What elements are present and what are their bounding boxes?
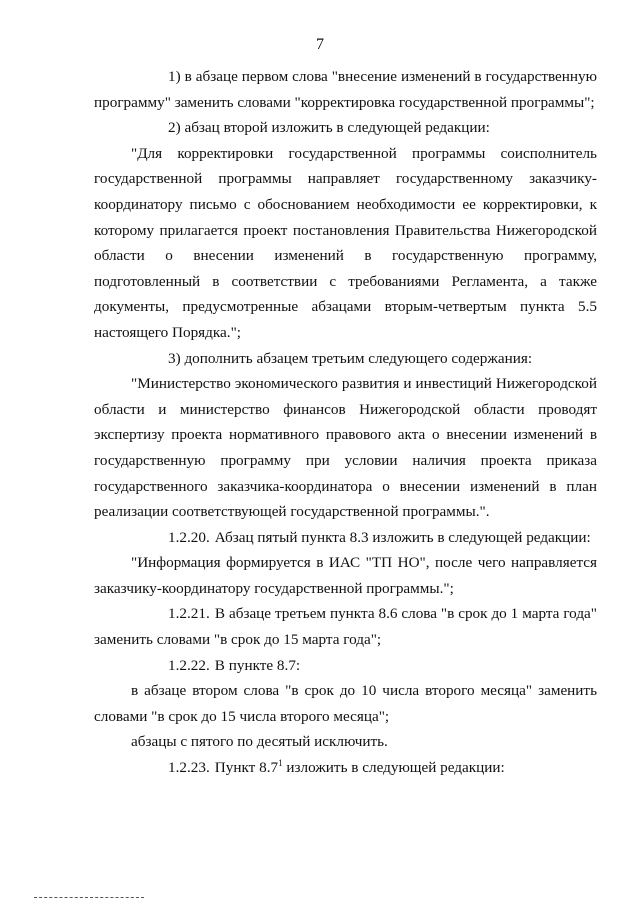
plain-paragraph bbox=[94, 678, 597, 729]
paragraph-text: В пункте 8.7: bbox=[214, 656, 301, 674]
paragraph-text: Абзац пятый пункта 8.3 изложить в следующей редакции: bbox=[214, 528, 591, 546]
paragraph-text: В абзаце третьем пункта 8.6 слова "в срок до 1 марта года" заменить словами "в срок до 15 марта года"; bbox=[94, 605, 598, 649]
item-number: 1.2.23. bbox=[168, 759, 210, 777]
paragraph-item-1 bbox=[94, 64, 597, 115]
paragraph-text: "Министерство экономического развития и инвестиций Нижегородской области и министерство финансов Нижегородской области проводят экспертизу проекта нормативного правового акта о внесении изменений в государственную программу при условии наличия проекта приказа государственного заказчика-координатора о внесении изменений в план реализации соответствующей государственной программы.". bbox=[94, 375, 597, 521]
quoted-paragraph bbox=[94, 550, 597, 601]
paragraph-text: "Информация формируется в ИАС "ТП НО", после чего направляется заказчику-координатору государственной программы."; bbox=[94, 554, 597, 597]
item-number: 3) bbox=[168, 349, 181, 367]
document-body bbox=[94, 64, 597, 781]
paragraph-item-3 bbox=[94, 346, 597, 372]
paragraph-text: в абзаце первом слова "внесение изменений в государственную программу" заменить словами "корректировка государственной программы"; bbox=[94, 68, 597, 111]
item-number: 1.2.20. bbox=[168, 528, 210, 546]
paragraph-text: абзацы с пятого по десятый исключить. bbox=[131, 733, 388, 751]
quoted-paragraph bbox=[94, 141, 597, 346]
superscript-number: 1 bbox=[278, 758, 283, 769]
paragraph-text: дополнить абзацем третьим следующего содержания: bbox=[184, 349, 533, 367]
item-number: 1) bbox=[168, 68, 181, 85]
quoted-paragraph bbox=[94, 371, 597, 525]
paragraph-1-2-22 bbox=[94, 653, 597, 679]
paragraph-text: абзац второй изложить в следующей редакции: bbox=[184, 119, 490, 137]
item-number: 1.2.22. bbox=[168, 656, 210, 674]
paragraph-text-tail: изложить в следующей редакции: bbox=[282, 759, 505, 777]
paragraph-text: в абзаце втором слова "в срок до 10 числа второго месяца" заменить словами "в срок до 15 числа второго месяца"; bbox=[94, 682, 597, 725]
item-number: 1.2.21. bbox=[168, 605, 210, 623]
plain-paragraph bbox=[94, 729, 597, 755]
paragraph-item-2 bbox=[94, 115, 597, 141]
paragraph-1-2-21 bbox=[94, 601, 597, 652]
paragraph-1-2-20 bbox=[94, 525, 597, 551]
footer-divider bbox=[34, 897, 144, 898]
paragraph-1-2-23 bbox=[94, 755, 597, 781]
page-number: 7 bbox=[316, 36, 324, 53]
paragraph-text: "Для корректировки государственной программы соисполнитель государственной программы направляет государственному заказчику-координатору письмо с обоснованием необходимости ее корректировки, к которому прилагается проект постановления Правительства Нижегородской области о внесении изменений в государственную программу, подготовленный в соответствии с требованиями Регламента, а также документы, предусмотренные абзацами вторым-четвертым пункта 5.5 настоящего Порядка."; bbox=[94, 144, 597, 341]
paragraph-text: Пункт 8.7 bbox=[214, 759, 279, 777]
item-number: 2) bbox=[168, 119, 181, 137]
